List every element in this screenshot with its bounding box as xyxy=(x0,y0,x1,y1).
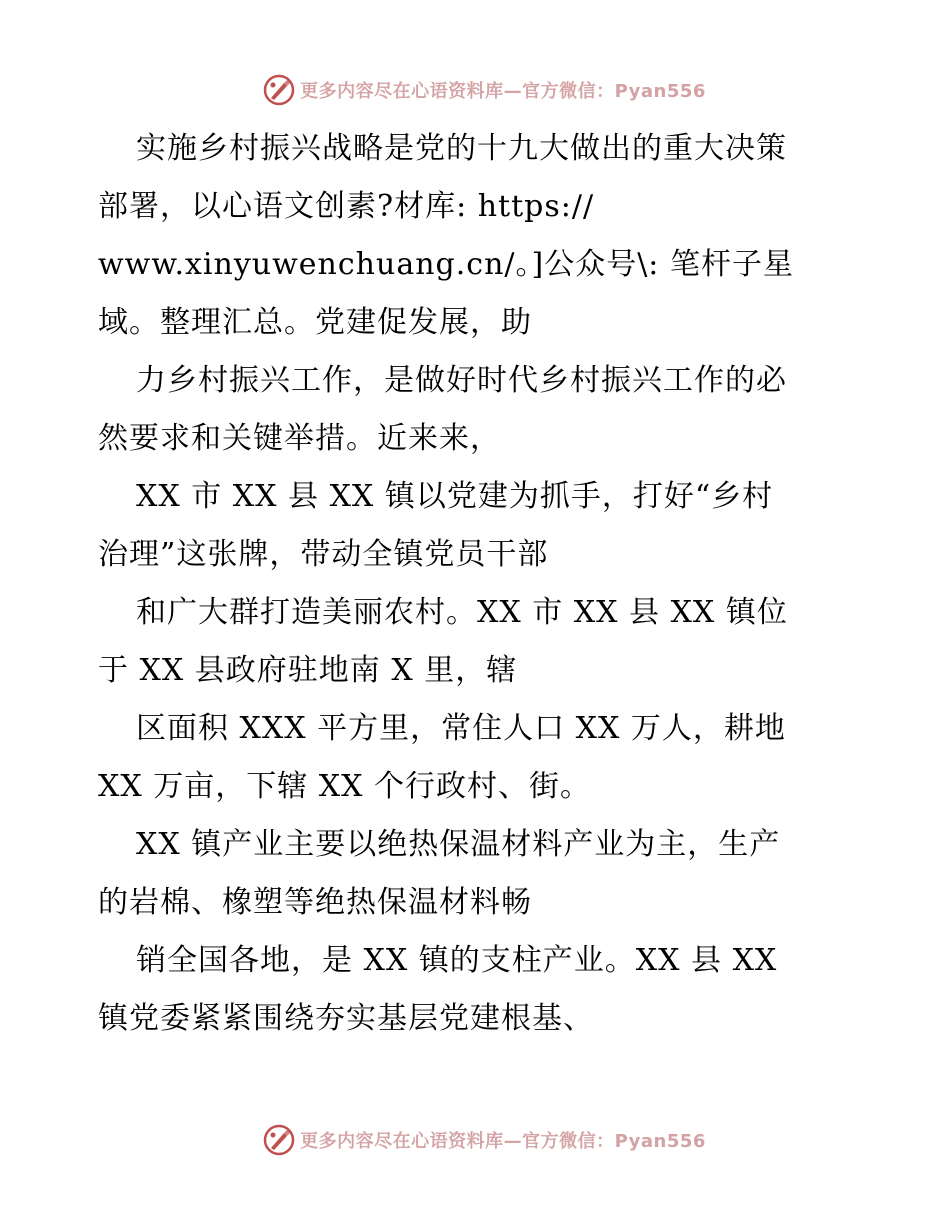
body-line-16: 镇党委紧紧围绕夯实基层党建根基、 xyxy=(98,1001,594,1036)
body-line-12: XX 万亩，下辖 XX 个行政村、街。 xyxy=(98,769,592,804)
body-line-1: 实施乡村振兴战略是党的十九大做出的重大决策 xyxy=(136,131,787,166)
body-line-15: 销全国各地，是 XX 镇的支柱产业。XX 县 XX xyxy=(136,943,778,978)
footer-watermark-text: 更多内容尽在心语资料库—官方微信：Pyan556 xyxy=(300,1131,706,1152)
header-watermark xyxy=(0,70,950,110)
header-watermark-inner xyxy=(262,73,706,107)
body-line-2: 部署，以心语文创素?材库: https:// xyxy=(98,189,595,224)
body-line-3: www.xinyuwenchuang.cn/。]公众号\: 笔杆子星 xyxy=(98,247,794,282)
body-line-4: 域。整理汇总。党建促发展，助 xyxy=(98,305,532,340)
pen-logo-icon xyxy=(262,73,296,107)
body-line-8: 治理”这张牌，带动全镇党员干部 xyxy=(98,537,549,572)
header-watermark-text: 更多内容尽在心语资料库—官方微信：Pyan556 xyxy=(300,81,706,102)
body-line-13: XX 镇产业主要以绝热保温材料产业为主，生产 xyxy=(136,827,781,862)
body-line-7: XX 市 XX 县 XX 镇以党建为抓手，打好“乡村 xyxy=(136,479,774,514)
body-line-10: 于 XX 县政府驻地南 X 里，辖 xyxy=(98,653,518,688)
footer-watermark xyxy=(0,1120,950,1160)
body-line-6: 然要求和关键举措。近来来， xyxy=(98,421,501,456)
document-body xyxy=(98,120,858,1048)
body-line-5: 力乡村振兴工作，是做好时代乡村振兴工作的必 xyxy=(136,363,787,398)
body-line-9: 和广大群打造美丽农村。XX 市 XX 县 XX 镇位 xyxy=(136,595,788,630)
body-line-11: 区面积 XXX 平方里，常住人口 XX 万人，耕地 xyxy=(136,711,786,746)
footer-watermark-inner xyxy=(262,1123,706,1157)
body-line-14: 的岩棉、橡塑等绝热保温材料畅 xyxy=(98,885,532,920)
pen-logo-icon xyxy=(262,1123,296,1157)
